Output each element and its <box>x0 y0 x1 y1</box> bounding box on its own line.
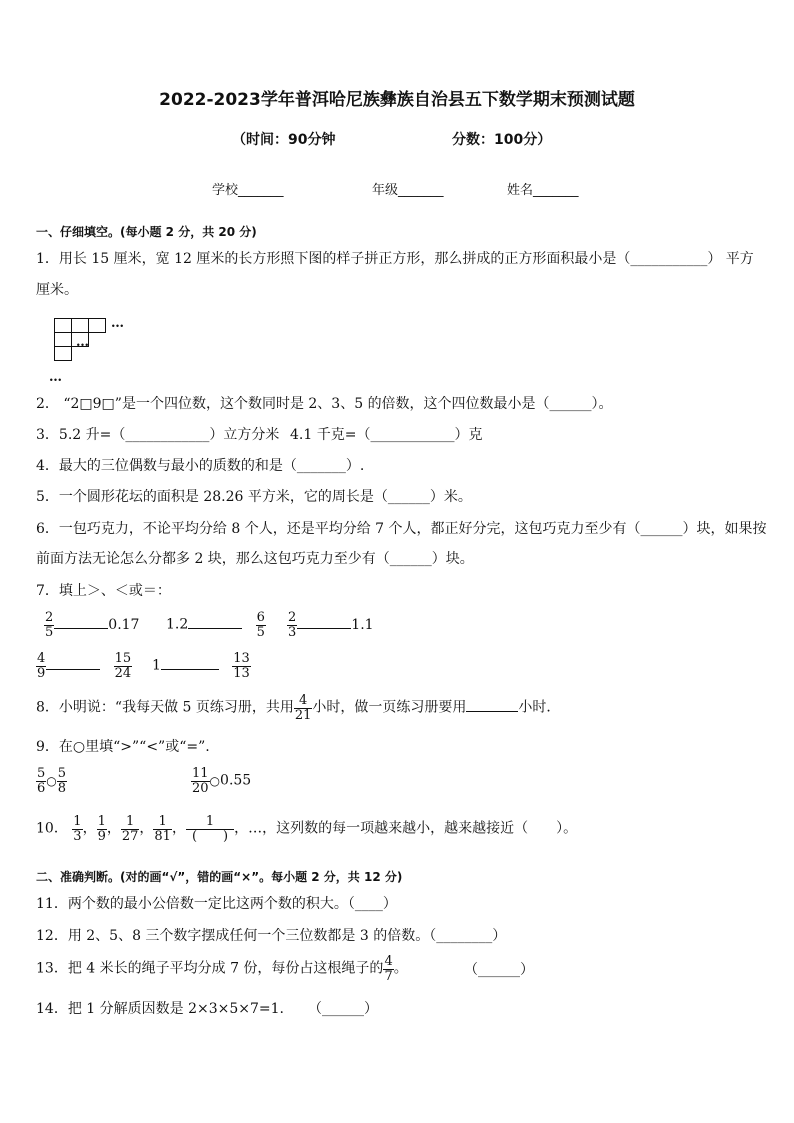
question-2: 2． “2□9□”是一个四位数，这个数同时是 2、3、5 的倍数，这个四位数最小是（______）。 <box>36 396 613 412</box>
grid-cell <box>88 318 106 333</box>
q7-comparison-5: 1 $\frac{13}{13}$ <box>152 651 250 681</box>
answer-blank[interactable] <box>297 628 351 629</box>
question-14: 14．把 1 分解质因数是 2×3×5×7=1. <box>36 1001 284 1017</box>
question-11: 11．两个数的最小公倍数一定比这两个数的积大。（____） <box>36 896 397 912</box>
grid-cell <box>54 332 72 347</box>
grade-field: 年级_______ <box>372 183 444 198</box>
fraction: $\frac{5}{8}$ <box>57 766 67 796</box>
question-12: 12．用 2、5、8 三个数字摆成任何一个三位数都是 3 的倍数。（________） <box>36 928 507 944</box>
q7-comparison-1: $\frac{2}{5}$ 0.17 <box>45 610 140 640</box>
section-1-heading: 一、仔细填空。(每小题 2 分，共 20 分) <box>36 225 257 239</box>
fraction: $\frac{6}{5}$ <box>256 610 265 640</box>
answer-blank[interactable] <box>188 628 242 629</box>
q7-comparison-4 <box>36 652 132 680</box>
section-2-heading: 二、准确判断。(对的画“√”，错的画“×”。每小题 2 分，共 12 分) <box>36 870 403 884</box>
grid-cell <box>71 318 89 333</box>
fraction: $\frac{1}{9}$ <box>97 814 106 844</box>
exam-score: 分数：100分） <box>452 132 552 148</box>
question-1-line2: 厘米。 <box>36 282 78 298</box>
question-10: 10． $\frac{1}{3}$ ， $\frac{1}{9}$ ， $\frac{1}{27}$ ， $\frac{1}{81}$ ， $\frac{1}{( )}$ ，…，这列数的每一项越来越小，越来越接近（ ）。 <box>36 814 578 844</box>
question-4: 4．最大的三位偶数与最小的质数的和是（_______）. <box>36 458 365 474</box>
fraction: $\frac{4}{7}$ <box>384 954 393 984</box>
fraction: $\frac{1}{27}$ <box>121 814 139 844</box>
q14-answer-blank[interactable]: （______） <box>308 1001 378 1017</box>
fraction: $\frac{1}{81}$ <box>154 814 171 844</box>
answer-blank[interactable] <box>466 711 518 712</box>
continuation-dots: … <box>76 335 89 350</box>
grid-cell <box>54 346 72 361</box>
continuation-dots: … <box>111 316 124 331</box>
q7-comparison-2: 1.2 $\frac{6}{5}$ <box>166 610 265 640</box>
answer-blank[interactable] <box>161 669 219 670</box>
fraction: $\frac{4}{9}$ <box>37 651 46 681</box>
answer-blank[interactable] <box>46 669 100 670</box>
question-3a: 3．5.2 升=（____________）立方分米 <box>36 427 280 443</box>
page-title: 2022-2023学年普洱哈尼族彝族自治县五下数学期末预测试题 <box>159 90 635 110</box>
question-6-line1: 6．一包巧克力，不论平均分给 8 个人，还是平均分给 7 个人，都正好分完，这包巧克力至少有（______）块，如果按 <box>36 521 767 537</box>
question-7: 7．填上＞、＜或＝： <box>36 583 171 599</box>
fraction: $\frac{2}{3}$ <box>288 610 297 640</box>
school-field: 学校_______ <box>212 183 284 198</box>
compare-circle[interactable]: ○ <box>46 773 57 788</box>
question-8: 8．小明说：“我每天做 5 页练习册，共用 $\frac{4}{21}$ 小时，做一页练习册要用 小时． <box>36 693 561 723</box>
continuation-dots: … <box>49 370 62 385</box>
fraction: $\frac{1}{3}$ <box>73 814 82 844</box>
question-5: 5．一个圆形花坛的面积是 28.26 平方米，它的周长是（______）米。 <box>36 489 472 505</box>
question-9: 9．在○里填“>”“<”或“=”. <box>36 739 210 755</box>
question-3b: 4.1 千克=（____________）克 <box>290 427 483 443</box>
fraction: $\frac{15}{24}$ <box>114 651 132 681</box>
q9-comparison-1 <box>36 767 67 795</box>
compare-circle[interactable]: ○ <box>209 773 221 788</box>
q7-comparison-3: $\frac{2}{3}$ 1.1 <box>288 610 374 640</box>
question-1-line1: 1．用长 15 厘米，宽 12 厘米的长方形照下图的样子拼正方形，那么拼成的正方形面积最小是（___________） 平方 <box>36 251 754 267</box>
fraction: $\frac{13}{13}$ <box>233 651 250 681</box>
fraction: $\frac{11}{20}$ <box>192 766 209 796</box>
q9-comparison-2: $\frac{11}{20}$ ○0.55 <box>192 766 252 796</box>
fraction: $\frac{2}{5}$ <box>45 610 54 640</box>
name-field: 姓名_______ <box>507 183 579 198</box>
q13-answer-blank[interactable]: （______） <box>464 962 534 978</box>
fraction[interactable]: $\frac{1}{( )}$ <box>186 815 234 843</box>
exam-time: （时间：90分钟 <box>232 132 336 148</box>
question-6-line2: 前面方法无论怎么分都多 2 块，那么这包巧克力至少有（______）块。 <box>36 551 474 567</box>
answer-blank[interactable] <box>54 628 108 629</box>
question-13: 13．把 4 米长的绳子平均分成 7 份，每份占这根绳子的 $\frac{4}{7}$ 。 <box>36 954 408 984</box>
fraction: $\frac{5}{6}$ <box>37 766 46 796</box>
grid-cell <box>54 318 72 333</box>
fraction: $\frac{4}{21}$ <box>294 693 312 723</box>
